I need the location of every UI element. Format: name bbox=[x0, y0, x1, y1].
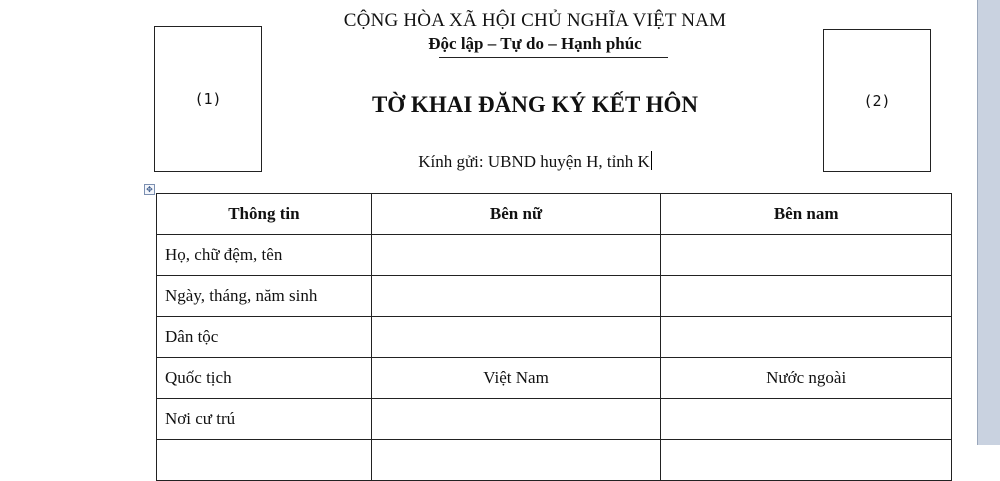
male-cell[interactable] bbox=[661, 399, 952, 440]
photo-box-left bbox=[154, 26, 262, 172]
text-cursor bbox=[651, 151, 652, 170]
table-row bbox=[157, 399, 952, 440]
motto-underline bbox=[439, 57, 668, 58]
photo-box-right-label: (2) bbox=[863, 91, 891, 110]
row-label[interactable]: Ngày, tháng, năm sinh bbox=[157, 276, 372, 317]
window-scroll-edge[interactable] bbox=[977, 0, 1000, 445]
male-cell[interactable] bbox=[661, 317, 952, 358]
male-cell[interactable]: Nước ngoài bbox=[661, 358, 952, 399]
table-row bbox=[157, 358, 952, 399]
male-cell[interactable] bbox=[661, 440, 952, 481]
female-cell[interactable] bbox=[371, 399, 661, 440]
form-title: TỜ KHAI ĐĂNG KÝ KẾT HÔN bbox=[371, 92, 699, 117]
table-row bbox=[157, 440, 952, 481]
addressee-text: Kính gửi: UBND huyện H, tỉnh K bbox=[418, 152, 650, 171]
male-cell[interactable] bbox=[661, 235, 952, 276]
female-cell[interactable] bbox=[371, 276, 661, 317]
table-row bbox=[157, 317, 952, 358]
row-label[interactable]: Quốc tịch bbox=[157, 358, 372, 399]
table-row bbox=[157, 276, 952, 317]
female-cell[interactable] bbox=[371, 440, 661, 481]
photo-box-left-label: (1) bbox=[194, 90, 222, 108]
male-cell[interactable] bbox=[661, 276, 952, 317]
female-cell[interactable]: Việt Nam bbox=[371, 358, 661, 399]
row-label[interactable] bbox=[157, 440, 372, 481]
addressee-line[interactable] bbox=[300, 151, 770, 172]
header-female: Bên nữ bbox=[371, 194, 661, 235]
motto-heading: Độc lập – Tự do – Hạnh phúc bbox=[428, 34, 642, 53]
row-label[interactable]: Nơi cư trú bbox=[157, 399, 372, 440]
country-heading: CỘNG HÒA XÃ HỘI CHỦ NGHĨA VIỆT NAM bbox=[343, 10, 727, 31]
female-cell[interactable] bbox=[371, 317, 661, 358]
photo-box-right bbox=[823, 29, 931, 172]
registration-table bbox=[156, 193, 952, 481]
female-cell[interactable] bbox=[371, 235, 661, 276]
table-row bbox=[157, 235, 952, 276]
table-move-icon[interactable]: ✥ bbox=[144, 184, 155, 195]
row-label[interactable]: Dân tộc bbox=[157, 317, 372, 358]
header-info: Thông tin bbox=[157, 194, 372, 235]
row-label[interactable]: Họ, chữ đệm, tên bbox=[157, 235, 372, 276]
header-male: Bên nam bbox=[661, 194, 952, 235]
table-header-row bbox=[157, 194, 952, 235]
